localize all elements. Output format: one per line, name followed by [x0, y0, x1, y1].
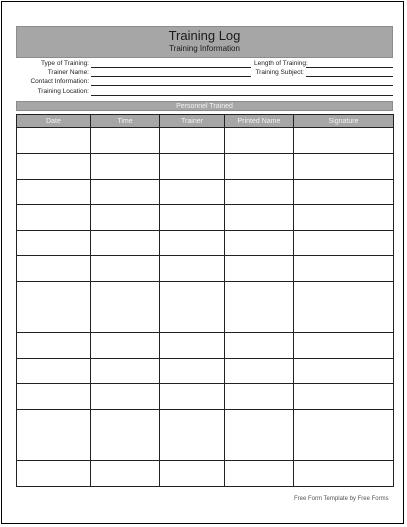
column-header-date: Date [17, 115, 91, 128]
date-cell[interactable] [17, 180, 91, 205]
personnel-trained-heading: Personnel Trained [16, 101, 393, 111]
printed-name-cell[interactable] [225, 180, 294, 205]
table-row [17, 359, 394, 384]
training-subject-field[interactable] [306, 69, 393, 77]
contact-information-field[interactable] [91, 78, 393, 86]
time-cell[interactable] [91, 154, 160, 180]
contact-information-row [16, 78, 393, 87]
printed-name-cell[interactable] [225, 128, 294, 154]
printed-name-cell[interactable] [225, 231, 294, 256]
training-location-row [16, 88, 393, 97]
type-of-training-label: Type of Training: [40, 60, 89, 67]
table-row [17, 128, 394, 154]
time-cell[interactable] [91, 180, 160, 205]
time-cell[interactable] [91, 205, 160, 231]
table-row [17, 154, 394, 180]
contact-information-label: Contact Information: [30, 78, 89, 85]
length-of-training-field[interactable] [306, 60, 393, 68]
table-row [17, 180, 394, 205]
signature-cell[interactable] [294, 205, 394, 231]
training-log-page [1, 1, 404, 524]
signature-cell[interactable] [294, 359, 394, 384]
printed-name-cell[interactable] [225, 333, 294, 359]
date-cell[interactable] [17, 384, 91, 410]
printed-name-cell[interactable] [225, 384, 294, 410]
time-cell[interactable] [91, 231, 160, 256]
training-information-heading: Training Information [169, 44, 240, 53]
date-cell[interactable] [17, 205, 91, 231]
trainer-cell[interactable] [160, 180, 225, 205]
column-header-trainer: Trainer [160, 115, 225, 128]
time-cell[interactable] [91, 333, 160, 359]
training-location-label: Training Location: [37, 88, 89, 95]
column-header-signature: Signature [294, 115, 394, 128]
table-row [17, 410, 394, 461]
trainer-cell[interactable] [160, 282, 225, 333]
table-body [17, 128, 394, 487]
column-header-time: Time [91, 115, 160, 128]
table-row [17, 384, 394, 410]
type-of-training-row [16, 60, 393, 69]
footer-credit: Free Form Template by Free Forms [294, 496, 389, 502]
signature-cell[interactable] [294, 282, 394, 333]
signature-cell[interactable] [294, 410, 394, 461]
printed-name-cell[interactable] [225, 410, 294, 461]
trainer-cell[interactable] [160, 384, 225, 410]
trainer-cell[interactable] [160, 359, 225, 384]
date-cell[interactable] [17, 359, 91, 384]
signature-cell[interactable] [294, 180, 394, 205]
trainer-cell[interactable] [160, 410, 225, 461]
table-header-row [17, 115, 394, 128]
time-cell[interactable] [91, 384, 160, 410]
signature-cell[interactable] [294, 128, 394, 154]
table-row [17, 333, 394, 359]
date-cell[interactable] [17, 256, 91, 282]
printed-name-cell[interactable] [225, 205, 294, 231]
table-row [17, 205, 394, 231]
trainer-cell[interactable] [160, 205, 225, 231]
trainer-cell[interactable] [160, 333, 225, 359]
time-cell[interactable] [91, 128, 160, 154]
table-row [17, 231, 394, 256]
date-cell[interactable] [17, 461, 91, 487]
date-cell[interactable] [17, 154, 91, 180]
trainer-cell[interactable] [160, 128, 225, 154]
date-cell[interactable] [17, 333, 91, 359]
personnel-trained-table [16, 114, 394, 487]
signature-cell[interactable] [294, 333, 394, 359]
page-title: Training Log [168, 28, 241, 43]
date-cell[interactable] [17, 128, 91, 154]
printed-name-cell[interactable] [225, 359, 294, 384]
table-row [17, 282, 394, 333]
date-cell[interactable] [17, 282, 91, 333]
printed-name-cell[interactable] [225, 154, 294, 180]
title-header [16, 26, 393, 58]
date-cell[interactable] [17, 410, 91, 461]
signature-cell[interactable] [294, 384, 394, 410]
type-of-training-field[interactable] [91, 60, 251, 68]
printed-name-cell[interactable] [225, 282, 294, 333]
trainer-cell[interactable] [160, 256, 225, 282]
training-subject-label: Training Subject: [255, 69, 304, 76]
time-cell[interactable] [91, 410, 160, 461]
trainer-cell[interactable] [160, 231, 225, 256]
time-cell[interactable] [91, 359, 160, 384]
signature-cell[interactable] [294, 256, 394, 282]
training-location-field[interactable] [91, 88, 393, 96]
printed-name-cell[interactable] [225, 256, 294, 282]
time-cell[interactable] [91, 256, 160, 282]
column-header-printed-name: Printed Name [225, 115, 294, 128]
table-row [17, 461, 394, 487]
trainer-name-label: Trainer Name: [47, 69, 89, 76]
signature-cell[interactable] [294, 461, 394, 487]
trainer-cell[interactable] [160, 154, 225, 180]
signature-cell[interactable] [294, 154, 394, 180]
trainer-name-row [16, 69, 393, 78]
date-cell[interactable] [17, 231, 91, 256]
printed-name-cell[interactable] [225, 461, 294, 487]
table-row [17, 256, 394, 282]
signature-cell[interactable] [294, 231, 394, 256]
length-of-training-label: Length of Training: [254, 60, 308, 67]
trainer-name-field[interactable] [91, 69, 251, 77]
trainer-cell[interactable] [160, 461, 225, 487]
time-cell[interactable] [91, 282, 160, 333]
time-cell[interactable] [91, 461, 160, 487]
